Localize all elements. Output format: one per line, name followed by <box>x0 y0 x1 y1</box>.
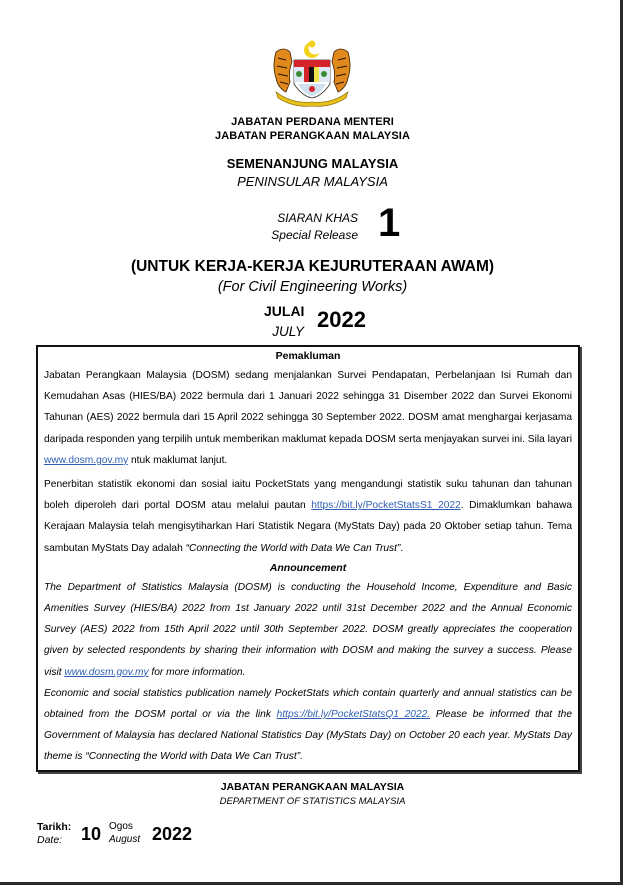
dosm-website-link-en[interactable]: www.dosm.gov.my <box>64 666 149 678</box>
date-month-bm: Ogos <box>109 821 133 832</box>
notice-heading-bm: Pemakluman <box>275 350 341 362</box>
document-title-bm: (UNTUK KERJA-KERJA KEJURUTERAAN AWAM) <box>130 258 495 275</box>
ministry-line-2: JABATAN PERANGKAAN MALAYSIA <box>214 130 410 142</box>
notice-box <box>36 345 580 772</box>
notice-en-p1-text: The Department of Statistics Malaysia (DOSM) is conducting the Household Income, Expenditure and Basic Amenities Survey (HIES/BA) 2022 from 1st January 2022 until 31st December 2022 and the Annual Economic Survey (AES) 2022 from 15th April 2022 until 30th September 2022. DOSM greatly appreciates the cooperation given by selected respondents by sharing their information with DOSM and making the survey a success. Please visit <box>44 581 572 678</box>
period-month-bm: JULAI <box>264 303 305 319</box>
release-number: 1 <box>378 201 401 245</box>
date-month <box>109 820 140 846</box>
notice-en-p2-after: Please be informed that the Government of Malaysia has declared National Statistics Day (MyStats Day) on October 20 each year. MyStats Day theme is “Connecting the World with Data We Can Trust”. <box>44 709 572 763</box>
ministry-line-1: JABATAN PERDANA MENTERI <box>231 116 394 128</box>
notice-bm-paragraph-2 <box>44 474 572 559</box>
notice-heading-en: Announcement <box>269 561 347 574</box>
pocketstats-q1-link[interactable]: https://bit.ly/PocketStatsQ1_2022. <box>276 709 431 721</box>
period-year: 2022 <box>317 307 366 332</box>
notice-bm-p2-text: Penerbitan statistik ekonomi dan sosial iaitu PocketStats yang mengandungi statistik suku tahunan dan tahunan boleh diperoleh dari portal DOSM atau melalui pautan <box>44 479 572 512</box>
mystats-theme-quote: “Connecting the World with Data We Can Trust” <box>185 542 401 554</box>
date-label <box>37 821 71 847</box>
notice-en-paragraph-2 <box>44 683 572 768</box>
date-year: 2022 <box>152 824 193 844</box>
notice-en-paragraph-1 <box>44 577 572 683</box>
date-label-bm: Tarikh: <box>37 821 72 833</box>
notice-bm-p1-after: ntuk maklumat lanjut. <box>128 454 228 466</box>
coat-of-arms-icon <box>262 38 362 108</box>
release-label-bm: SIARAN KHAS <box>277 211 358 225</box>
ministry-heading <box>0 115 625 143</box>
release-label-en: Special Release <box>271 228 358 242</box>
notice-bm-p1-text: Jabatan Perangkaan Malaysia (DOSM) sedang menjalankan Survei Pendapatan, Perbelanjaan Isi Rumah dan Kemudahan Asas (HIES/BA) 2022 bermula dari 1 Januari 2022 sehingga 31 Disember 2022 dan Survei Ekonomi Tahunan (AES) 2022 bermula dari 15 April 2022 sehingga 30 September 2022. DOSM amat menghargai kerjasama daripada responden yang terpilih untuk memberikan maklumat kepada DOSM serta menjayakan survei ini. Sila layari <box>44 370 572 445</box>
date-month-en: August <box>109 834 141 845</box>
region-en: PENINSULAR MALAYSIA <box>237 174 388 189</box>
period-month-en: JULY <box>272 324 304 339</box>
notice-bm-paragraph-1 <box>44 365 572 471</box>
date-day: 10 <box>81 824 102 844</box>
notice-bm-p2-after: . Dimaklumkan bahawa Kerajaan Malaysia telah mengisytiharkan Hari Statistik Negara (MyStats Day) pada 20 Oktober setiap tahun. Tema sambutan MyStats Day adalah <box>44 500 572 554</box>
notice-en-section <box>44 577 572 768</box>
region-bm: SEMENANJUNG MALAYSIA <box>226 156 399 171</box>
notice-en-p2-text: Economic and social statistics publication namely PocketStats which contain quarterly and annual statistics can be obtained from the DOSM portal or via the link <box>44 687 572 721</box>
document-title-en: (For Civil Engineering Works) <box>217 279 408 295</box>
footer-org-en: DEPARTMENT OF STATISTICS MALAYSIA <box>219 796 406 807</box>
dosm-website-link[interactable]: www.dosm.gov.my <box>44 454 129 466</box>
notice-en-p1-after: for more information. <box>148 666 246 678</box>
date-label-en: Date: <box>37 834 63 846</box>
footer-org-bm: JABATAN PERANGKAAN MALAYSIA <box>220 781 405 793</box>
pocketstats-s1-link[interactable]: https://bit.ly/PocketStatsS1_2022 <box>311 500 461 512</box>
release-label <box>262 210 358 244</box>
notice-bm-p2-end: . <box>400 542 404 554</box>
